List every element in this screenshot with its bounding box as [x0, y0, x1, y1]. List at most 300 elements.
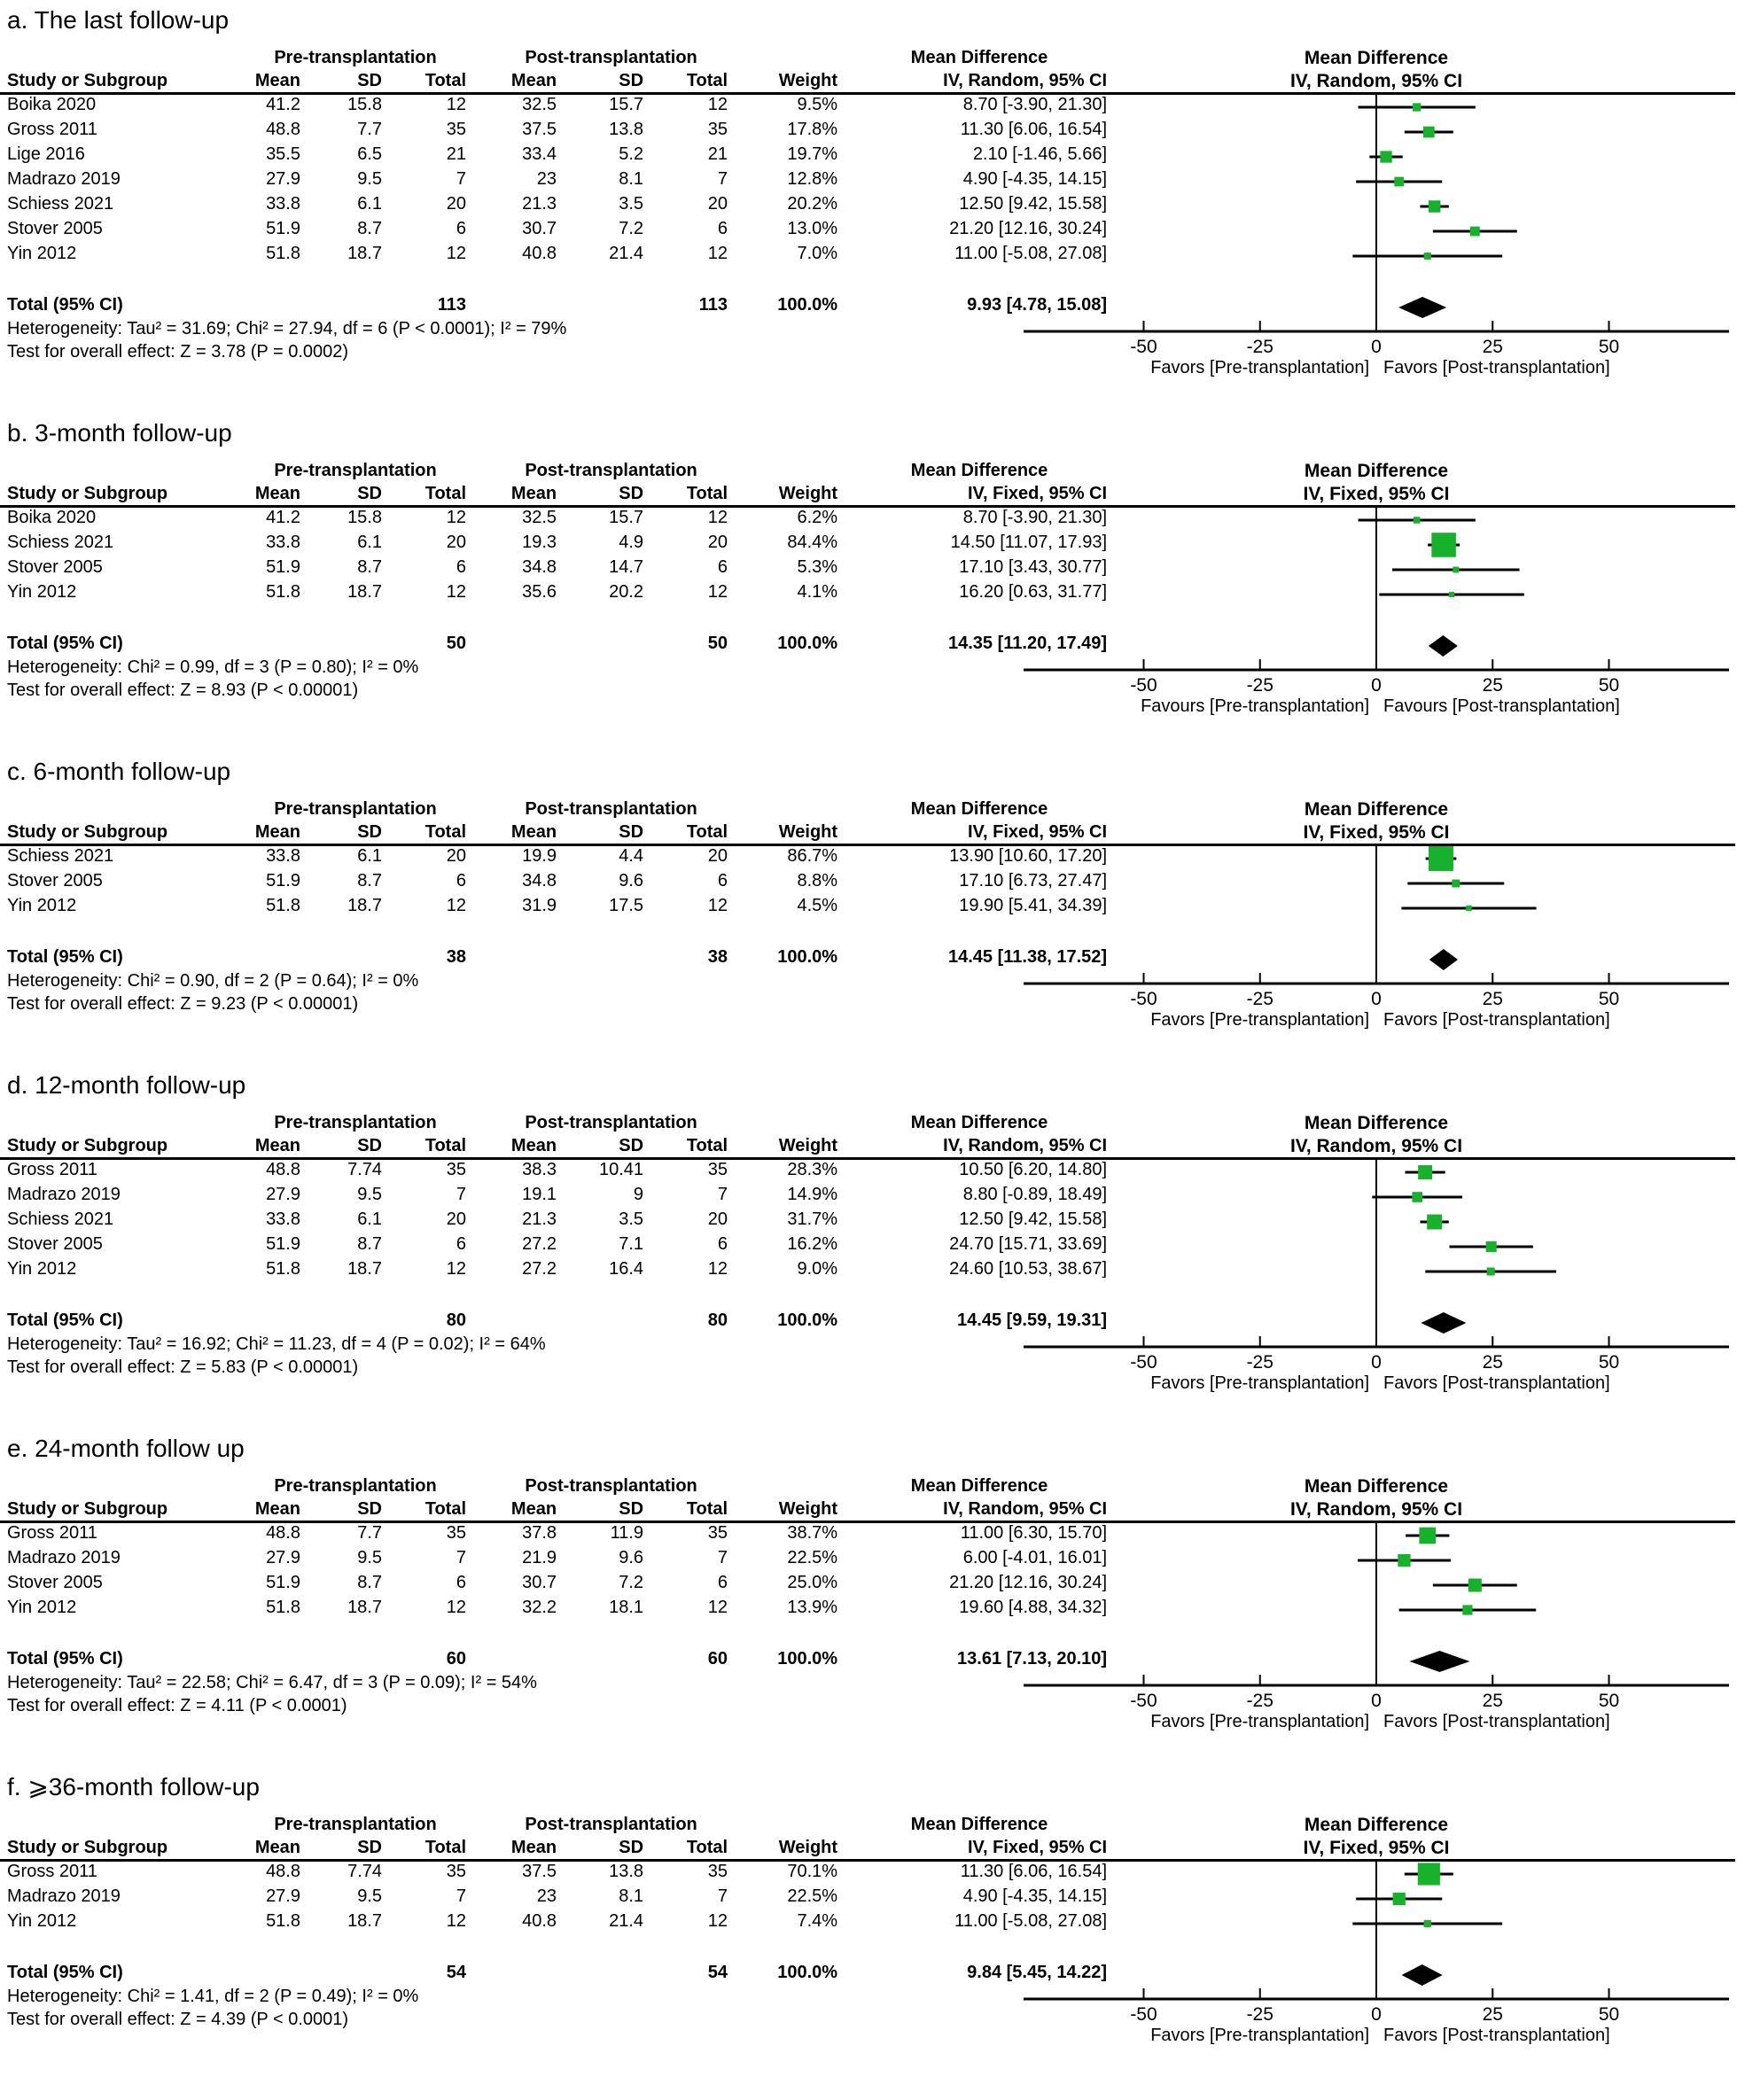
pre-total-cell: 35 [446, 1160, 467, 1179]
col-post-mean: Mean [510, 71, 557, 90]
plot-effect-title: Mean Difference [1304, 461, 1449, 481]
study-row [0, 92, 1112, 117]
pre-total-cell: 6 [456, 557, 467, 577]
group-header-blank [0, 1474, 230, 1497]
col-post-sd: SD [619, 1838, 644, 1857]
study-row [0, 893, 1112, 918]
study-row [0, 530, 1112, 555]
pre-total-cell: 20 [446, 1209, 467, 1229]
pre-mean-cell: 51.8 [266, 896, 300, 915]
empty-cell [230, 292, 315, 317]
post-total-cell: 35 [707, 1160, 728, 1179]
post-total-cell: 6 [717, 871, 728, 891]
total-ci-text-cell: 14.35 [11.20, 17.49] [948, 634, 1108, 653]
pre-mean-cell: 51.8 [266, 1598, 300, 1617]
group-header-row [0, 1111, 1112, 1134]
study-name-cell: Boika 2020 [7, 95, 97, 114]
post-sd-cell: 3.5 [619, 194, 644, 214]
heterogeneity-text: Heterogeneity: Chi² = 0.99, df = 3 (P = 0.80); I² = 0% [7, 657, 419, 677]
study-name-cell: Gross 2011 [7, 1160, 97, 1179]
col-post-total: Total [686, 1136, 728, 1155]
post-mean-cell: 23 [536, 1886, 557, 1906]
spacer-row [0, 1281, 1112, 1308]
forest-panel [0, 1072, 1737, 1396]
pre-sd-cell: 6.5 [357, 144, 382, 164]
effect-square [1487, 1268, 1495, 1276]
tick-label: -25 [1246, 989, 1274, 1009]
post-sd-cell: 8.1 [619, 1886, 644, 1906]
pre-total-cell: 7 [456, 1548, 467, 1567]
weight-cell: 4.1% [797, 582, 838, 602]
study-row [0, 1859, 1112, 1884]
pre-mean-cell: 27.9 [266, 1886, 300, 1906]
pre-mean-cell: 27.9 [266, 169, 300, 189]
ci-text-cell: 21.20 [12.16, 30.24] [949, 1573, 1108, 1592]
study-name-cell: Yin 2012 [7, 582, 77, 602]
forest-plot [1015, 1813, 1737, 2049]
tick-label: 0 [1371, 2004, 1382, 2025]
post-total-cell: 12 [707, 582, 728, 602]
col-post-total: Total [686, 1838, 728, 1857]
post-mean-cell: 27.2 [522, 1259, 557, 1279]
post-mean-cell: 19.1 [522, 1185, 557, 1204]
total-ci-text-cell: 14.45 [11.38, 17.52] [948, 947, 1108, 967]
weight-cell: 9.0% [797, 1259, 838, 1279]
panel-title: a. The last follow-up [7, 6, 230, 34]
post-sd-cell: 13.8 [609, 1862, 644, 1881]
post-group-header: Post-transplantation [525, 48, 697, 67]
post-total-cell: 35 [707, 120, 728, 139]
effect-square [1413, 103, 1421, 111]
post-total-cell: 6 [717, 1234, 728, 1254]
tick-label: -25 [1246, 2004, 1274, 2025]
total-diamond [1429, 635, 1458, 657]
post-mean-cell: 31.9 [522, 896, 557, 915]
pre-total-cell: 12 [446, 896, 467, 915]
forest-panel [0, 1774, 1737, 2049]
study-name-cell: Stover 2005 [7, 1573, 103, 1592]
pre-group-header: Pre-transplantation [274, 1476, 437, 1496]
spacer-cell [0, 1620, 1112, 1646]
panel-body [0, 46, 1737, 381]
pre-mean-cell: 35.5 [266, 144, 300, 164]
pre-total-cell: 35 [446, 120, 467, 139]
heterogeneity-text: Heterogeneity: Chi² = 1.41, df = 2 (P = 0.49); I² = 0% [7, 1987, 419, 2006]
study-table-body [0, 1521, 1112, 1671]
pre-mean-cell: 33.8 [266, 1209, 300, 1229]
pre-total-cell: 7 [456, 1886, 467, 1906]
col-study: Study or Subgroup [7, 1838, 168, 1857]
spacer-cell [0, 604, 1112, 631]
post-sd-cell: 4.4 [619, 846, 644, 866]
panel-title: d. 12-month follow-up [7, 1071, 246, 1099]
overall-effect-text: Test for overall effect: Z = 8.93 (P < 0.00001) [7, 681, 359, 700]
total-post-total-cell: 113 [698, 295, 728, 315]
post-sd-cell: 11.9 [610, 1523, 644, 1543]
post-sd-cell: 7.2 [619, 219, 644, 238]
heterogeneity-text: Heterogeneity: Tau² = 31.69; Chi² = 27.94, df = 6 (P < 0.0001); I² = 79% [7, 319, 567, 338]
panel-title: e. 24-month follow up [7, 1435, 245, 1462]
col-model: IV, Fixed, 95% CI [967, 484, 1108, 503]
empty-cell [571, 1646, 658, 1671]
post-mean-cell: 21.3 [522, 1209, 557, 1229]
post-sd-cell: 14.7 [609, 557, 644, 577]
col-weight: Weight [778, 71, 838, 90]
empty-cell [230, 1960, 315, 1985]
pre-sd-cell: 18.7 [347, 896, 382, 915]
col-model: IV, Random, 95% CI [943, 71, 1108, 90]
total-row [0, 1960, 1112, 1985]
empty-cell [480, 631, 571, 656]
study-row [0, 1207, 1112, 1232]
effect-square [1424, 1920, 1431, 1927]
pre-mean-cell: 48.8 [266, 1160, 300, 1179]
total-diamond [1402, 1964, 1443, 1986]
total-pre-total-cell: 113 [437, 295, 467, 315]
pre-mean-cell: 33.8 [266, 846, 300, 866]
ci-text-cell: 11.30 [6.06, 16.54] [960, 120, 1108, 139]
post-mean-cell: 32.5 [522, 95, 557, 114]
study-name-cell: Schiess 2021 [7, 533, 114, 552]
study-row [0, 1521, 1112, 1545]
col-pre-mean: Mean [254, 484, 300, 503]
study-row [0, 1595, 1112, 1620]
pre-mean-cell: 51.9 [266, 219, 300, 238]
column-header-row [0, 1134, 1112, 1157]
panel-title: f. ⩾36-month follow-up [7, 1773, 260, 1801]
post-total-cell: 6 [717, 1573, 728, 1592]
post-sd-cell: 10.41 [598, 1160, 644, 1179]
tick-label: -50 [1130, 1352, 1157, 1373]
post-sd-cell: 18.1 [609, 1598, 644, 1617]
ci-text-cell: 10.50 [6.20, 14.80] [959, 1160, 1108, 1179]
post-group-header: Post-transplantation [525, 1476, 697, 1496]
study-table [0, 1474, 1112, 1671]
pre-mean-cell: 51.9 [266, 1573, 300, 1592]
empty-cell [230, 1646, 315, 1671]
tick-label: -50 [1130, 675, 1157, 696]
post-sd-cell: 5.2 [619, 144, 644, 164]
pre-group-header: Pre-transplantation [274, 799, 437, 819]
study-table [0, 46, 1112, 317]
post-total-cell: 20 [707, 194, 728, 214]
study-row [0, 142, 1112, 167]
pre-sd-cell: 6.1 [357, 846, 382, 866]
tick-label: -25 [1246, 1352, 1274, 1373]
ci-text-cell: 21.20 [12.16, 30.24] [949, 219, 1108, 238]
total-ci-text-cell: 9.84 [5.45, 14.22] [967, 1963, 1108, 1982]
favors-right-label: Favors [Post-transplantation] [1383, 1712, 1610, 1731]
group-header-row [0, 1813, 1112, 1836]
ci-text-cell: 11.00 [6.30, 15.70] [960, 1523, 1108, 1543]
pre-sd-cell: 9.5 [357, 1886, 382, 1906]
pre-total-cell: 7 [456, 169, 467, 189]
ci-text-cell: 2.10 [-1.46, 5.66] [972, 144, 1108, 164]
group-header-blank [0, 1111, 230, 1134]
study-name-cell: Gross 2011 [7, 1862, 97, 1881]
pre-mean-cell: 33.8 [266, 194, 300, 214]
pre-sd-cell: 6.1 [357, 194, 382, 214]
post-mean-cell: 32.5 [522, 508, 557, 527]
col-pre-sd: SD [357, 822, 382, 842]
study-name-cell: Stover 2005 [7, 557, 103, 577]
weight-cell: 28.3% [787, 1160, 838, 1179]
panel-body [0, 1813, 1737, 2049]
ci-text-cell: 8.70 [-3.90, 21.30] [962, 95, 1108, 114]
heterogeneity-text: Heterogeneity: Tau² = 16.92; Chi² = 11.23, df = 4 (P = 0.02); I² = 64% [7, 1334, 546, 1354]
col-pre-mean: Mean [254, 1499, 300, 1519]
pre-total-cell: 20 [446, 846, 467, 866]
plot-effect-title: Mean Difference [1304, 799, 1449, 820]
col-post-total: Total [686, 484, 728, 503]
effect-square [1398, 1554, 1410, 1567]
empty-cell [571, 1308, 658, 1333]
heterogeneity-text: Heterogeneity: Chi² = 0.90, df = 2 (P = 0.64); I² = 0% [7, 971, 419, 991]
col-study: Study or Subgroup [7, 1136, 168, 1155]
effect-square [1452, 880, 1460, 888]
effect-square [1429, 200, 1440, 212]
favors-left-label: Favors [Pre-transplantation] [1150, 1010, 1369, 1030]
ci-text-cell: 11.00 [-5.08, 27.08] [954, 1911, 1108, 1931]
tick-label: 50 [1598, 989, 1620, 1009]
pre-total-cell: 12 [446, 508, 467, 527]
spacer-row [0, 918, 1112, 945]
empty-cell [315, 1308, 396, 1333]
weight-cell: 38.7% [787, 1523, 838, 1543]
total-weight-cell: 100.0% [777, 295, 838, 315]
pre-sd-cell: 8.7 [357, 871, 382, 891]
study-row [0, 844, 1112, 868]
col-post-sd: SD [619, 822, 644, 842]
study-table [0, 797, 1112, 969]
overall-effect-text: Test for overall effect: Z = 4.39 (P < 0.0001) [7, 2010, 349, 2029]
favors-left-label: Favors [Pre-transplantation] [1150, 358, 1369, 377]
post-sd-cell: 16.4 [609, 1259, 644, 1279]
col-pre-sd: SD [357, 71, 382, 90]
ci-text-cell: 8.70 [-3.90, 21.30] [962, 508, 1108, 527]
post-total-cell: 12 [707, 244, 728, 263]
post-mean-cell: 19.9 [522, 846, 557, 866]
total-row [0, 1646, 1112, 1671]
weight-cell: 9.5% [797, 95, 838, 114]
effect-square [1419, 1528, 1436, 1544]
total-weight-cell: 100.0% [777, 1311, 838, 1330]
col-post-total: Total [686, 71, 728, 90]
study-row [0, 1545, 1112, 1570]
post-sd-cell: 17.5 [609, 896, 644, 915]
tick-label: -50 [1130, 989, 1157, 1009]
weight-cell: 8.8% [797, 871, 838, 891]
col-post-mean: Mean [510, 1136, 557, 1155]
pre-mean-cell: 51.8 [266, 1911, 300, 1931]
favors-left-label: Favors [Pre-transplantation] [1150, 1712, 1369, 1731]
empty-cell [571, 292, 658, 317]
post-mean-cell: 37.5 [522, 120, 557, 139]
weight-cell: 86.7% [787, 846, 838, 866]
col-model: IV, Fixed, 95% CI [967, 1838, 1108, 1857]
favors-right-label: Favors [Post-transplantation] [1383, 358, 1610, 377]
ci-text-cell: 4.90 [-4.35, 14.15] [962, 169, 1108, 189]
col-study: Study or Subgroup [7, 1499, 168, 1519]
pre-sd-cell: 15.8 [347, 508, 382, 527]
plot-model-label: IV, Fixed, 95% CI [1303, 1838, 1450, 1858]
pre-mean-cell: 48.8 [266, 120, 300, 139]
pre-sd-cell: 18.7 [347, 1911, 382, 1931]
spacer-cell [0, 918, 1112, 945]
post-total-cell: 12 [707, 1598, 728, 1617]
plot-model-label: IV, Random, 95% CI [1289, 1499, 1463, 1520]
tick-label: 50 [1598, 1352, 1620, 1373]
study-row [0, 167, 1112, 191]
tick-label: 25 [1482, 1352, 1503, 1373]
study-name-cell: Schiess 2021 [7, 1209, 114, 1229]
total-ci-text-cell: 13.61 [7.13, 20.10] [957, 1649, 1108, 1668]
col-model: IV, Fixed, 95% CI [967, 822, 1108, 842]
forest-panel [0, 7, 1737, 381]
empty-cell [230, 1308, 315, 1333]
total-row [0, 1308, 1112, 1333]
post-total-cell: 35 [707, 1523, 728, 1543]
post-sd-cell: 3.5 [619, 1209, 644, 1229]
group-header-row [0, 46, 1112, 69]
post-total-cell: 21 [707, 144, 728, 164]
study-row [0, 868, 1112, 893]
study-name-cell: Madrazo 2019 [7, 1185, 121, 1204]
tick-label: 25 [1482, 337, 1503, 357]
col-post-sd: SD [619, 484, 644, 503]
empty-cell [315, 1960, 396, 1985]
study-name-cell: Yin 2012 [7, 1598, 77, 1617]
tick-label: 50 [1598, 675, 1620, 696]
tick-label: 25 [1482, 675, 1503, 696]
study-name-cell: Madrazo 2019 [7, 1886, 121, 1906]
pre-sd-cell: 8.7 [357, 557, 382, 577]
post-total-cell: 12 [707, 95, 728, 114]
favors-left-label: Favours [Pre-transplantation] [1141, 696, 1369, 716]
pre-total-cell: 6 [456, 871, 467, 891]
panel-body [0, 797, 1737, 1033]
total-label-cell: Total (95% CI) [7, 295, 123, 315]
col-weight: Weight [778, 1136, 838, 1155]
post-mean-cell: 40.8 [522, 244, 557, 263]
forest-plot [1015, 459, 1737, 719]
total-weight-cell: 100.0% [777, 1649, 838, 1668]
tick-label: -25 [1246, 337, 1274, 357]
empty-cell [480, 292, 571, 317]
group-header-blank2 [742, 46, 846, 69]
pre-sd-cell: 8.7 [357, 1234, 382, 1254]
forest-plot [1015, 1474, 1737, 1735]
spacer-row [0, 604, 1112, 631]
effect-square [1449, 592, 1454, 597]
total-diamond [1398, 297, 1446, 318]
weight-cell: 19.7% [787, 144, 838, 164]
pre-sd-cell: 18.7 [347, 1598, 382, 1617]
group-header-blank [0, 46, 230, 69]
effect-square [1423, 127, 1435, 138]
study-name-cell: Gross 2011 [7, 1523, 97, 1543]
plot-model-label: IV, Random, 95% CI [1289, 71, 1463, 91]
post-mean-cell: 35.6 [522, 582, 557, 602]
post-total-cell: 12 [707, 896, 728, 915]
forest-panel [0, 758, 1737, 1033]
post-mean-cell: 37.5 [522, 1862, 557, 1881]
effect-square [1427, 1215, 1442, 1230]
tick-label: 25 [1482, 2004, 1503, 2025]
post-sd-cell: 13.8 [609, 120, 644, 139]
post-group-header: Post-transplantation [525, 1815, 697, 1834]
effect-square [1466, 906, 1471, 911]
pre-sd-cell: 7.7 [357, 1523, 382, 1543]
md-group-header: Mean Difference [910, 461, 1048, 480]
total-weight-cell: 100.0% [777, 634, 838, 653]
study-row [0, 505, 1112, 530]
total-label-cell: Total (95% CI) [7, 634, 123, 653]
weight-cell: 5.3% [797, 557, 838, 577]
post-mean-cell: 32.2 [522, 1598, 557, 1617]
ci-text-cell: 19.90 [5.41, 34.39] [959, 896, 1108, 915]
col-weight: Weight [778, 484, 838, 503]
weight-cell: 22.5% [787, 1886, 838, 1906]
post-sd-cell: 20.2 [609, 582, 644, 602]
tick-label: -50 [1130, 337, 1157, 357]
pre-sd-cell: 18.7 [347, 582, 382, 602]
weight-cell: 25.0% [787, 1573, 838, 1592]
post-mean-cell: 40.8 [522, 1911, 557, 1931]
md-group-header: Mean Difference [910, 1476, 1048, 1496]
study-table [0, 1111, 1112, 1333]
empty-cell [480, 1646, 571, 1671]
pre-mean-cell: 51.9 [266, 1234, 300, 1254]
panel-body [0, 1474, 1737, 1735]
ci-text-cell: 11.30 [6.06, 16.54] [960, 1862, 1108, 1881]
post-group-header: Post-transplantation [525, 1113, 697, 1132]
total-pre-total-cell: 60 [446, 1649, 467, 1668]
pre-total-cell: 6 [456, 1573, 467, 1592]
total-row [0, 292, 1112, 317]
study-name-cell: Yin 2012 [7, 1259, 77, 1279]
total-weight-cell: 100.0% [777, 1963, 838, 1982]
total-post-total-cell: 38 [707, 947, 728, 967]
col-post-sd: SD [619, 1136, 644, 1155]
total-label-cell: Total (95% CI) [7, 947, 123, 967]
post-sd-cell: 21.4 [609, 244, 644, 263]
tick-label: 0 [1371, 1352, 1382, 1373]
study-table [0, 459, 1112, 656]
tick-label: -50 [1130, 1691, 1157, 1711]
ci-text-cell: 13.90 [10.60, 17.20] [949, 846, 1108, 866]
ci-text-cell: 8.80 [-0.89, 18.49] [962, 1185, 1108, 1204]
col-pre-total: Total [425, 71, 467, 90]
weight-cell: 4.5% [797, 896, 838, 915]
pre-total-cell: 7 [456, 1185, 467, 1204]
post-total-cell: 7 [717, 1886, 728, 1906]
empty-cell [480, 1308, 571, 1333]
post-sd-cell: 4.9 [619, 533, 644, 552]
empty-cell [315, 292, 396, 317]
overall-effect-text: Test for overall effect: Z = 3.78 (P = 0.0002) [7, 342, 349, 362]
pre-mean-cell: 48.8 [266, 1523, 300, 1543]
study-row [0, 579, 1112, 604]
post-sd-cell: 9.6 [619, 871, 644, 891]
pre-total-cell: 12 [446, 244, 467, 263]
total-post-total-cell: 80 [707, 1311, 728, 1330]
col-pre-sd: SD [357, 1499, 382, 1519]
plot-effect-title: Mean Difference [1304, 1113, 1449, 1133]
pre-sd-cell: 9.5 [357, 1185, 382, 1204]
pre-mean-cell: 41.2 [266, 508, 300, 527]
col-study: Study or Subgroup [7, 71, 168, 90]
